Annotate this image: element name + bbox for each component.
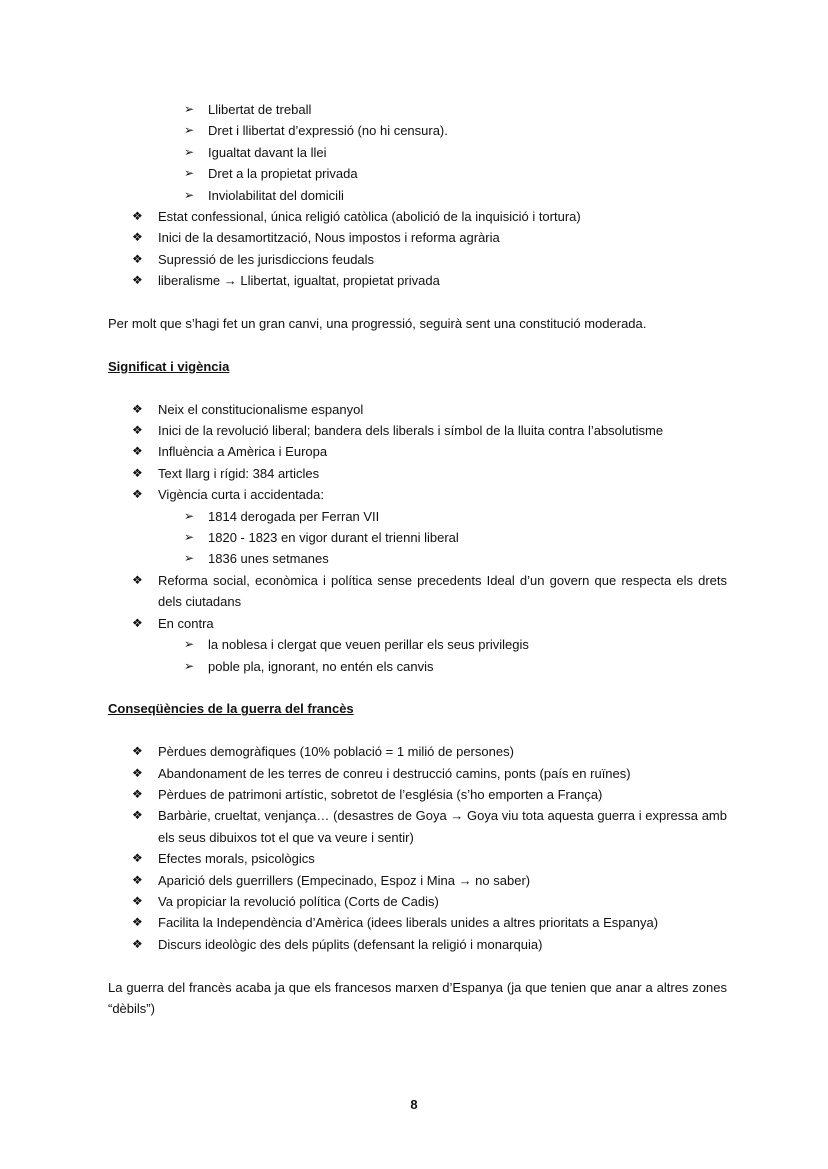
list-item: ❖ Vigència curta i accidentada: (108, 484, 727, 505)
list-subitem: ➢ poble pla, ignorant, no entén els canvis (108, 656, 727, 677)
diamond-bullet-icon: ❖ (132, 572, 143, 587)
paragraph: Per molt que s’hagi fet un gran canvi, una progressió, seguirà sent una constitució moderada. (108, 316, 647, 332)
list-item: ❖ liberalisme → Llibertat, igualtat, propietat privada (108, 270, 727, 291)
diamond-bullet-icon: ❖ (132, 465, 143, 480)
diamond-bullet-icon: ❖ (132, 936, 143, 951)
arrow-bullet-icon: ➢ (184, 144, 195, 159)
document-page (108, 99, 727, 1019)
section-heading: Significat i vigència (108, 358, 230, 374)
diamond-bullet-icon: ❖ (132, 893, 143, 908)
diamond-bullet-icon: ❖ (132, 251, 143, 266)
arrow-bullet-icon: ➢ (184, 166, 195, 181)
list-subitem: ➢ Dret i llibertat d’expressió (no hi censura). (108, 120, 727, 141)
list-subitem: ➢ Llibertat de treball (108, 99, 727, 120)
list-item: ❖ Efectes morals, psicològics (108, 848, 727, 869)
arrow-bullet-icon: ➢ (184, 658, 195, 673)
arrow-bullet-icon: ➢ (184, 187, 195, 202)
diamond-bullet-icon: ❖ (132, 423, 143, 438)
list-subitem: ➢ Igualtat davant la llei (108, 142, 727, 163)
list-item: ❖ Text llarg i rígid: 384 articles (108, 463, 727, 484)
list-item: ❖ Reforma social, econòmica i política sense precedents Ideal d’un govern que respecta els drets dels ciutadans (108, 570, 727, 613)
list-item: ❖ En contra (108, 613, 727, 634)
list-subitem: ➢ Inviolabilitat del domicili (108, 185, 727, 206)
diamond-bullet-icon: ❖ (132, 915, 143, 930)
list-item: ❖ Pèrdues demogràfiques (10% població = 1 milió de persones) (108, 741, 727, 762)
diamond-bullet-icon: ❖ (132, 765, 143, 780)
diamond-bullet-icon: ❖ (132, 872, 143, 887)
arrow-bullet-icon: ➢ (184, 508, 195, 523)
list-item: ❖ Abandonament de les terres de conreu i destrucció camins, ponts (país en ruïnes) (108, 763, 727, 784)
list-subitem: ➢ 1814 derogada per Ferran VII (108, 506, 727, 527)
arrow-bullet-icon: ➢ (184, 551, 195, 566)
diamond-bullet-icon: ❖ (132, 615, 143, 630)
diamond-bullet-icon: ❖ (132, 444, 143, 459)
list-item: ❖ Pèrdues de patrimoni artístic, sobretot de l’església (s’ho emporten a França) (108, 784, 727, 805)
list-item: ❖ Facilita la Independència d’Amèrica (idees liberals unides a altres prioritats a Espanya) (108, 912, 727, 933)
diamond-bullet-icon: ❖ (132, 786, 143, 801)
diamond-bullet-icon: ❖ (132, 851, 143, 866)
diamond-bullet-icon: ❖ (132, 808, 143, 823)
arrow-bullet-icon: ➢ (184, 530, 195, 545)
list-subitem: ➢ Dret a la propietat privada (108, 163, 727, 184)
list-item: ❖ Influència a Amèrica i Europa (108, 441, 727, 462)
arrow-bullet-icon: ➢ (184, 123, 195, 138)
list-subitem: ➢ la noblesa i clergat que veuen perillar els seus privilegis (108, 634, 727, 655)
list-item: ❖ Aparició dels guerrillers (Empecinado, Espoz i Mina → no saber) (108, 870, 727, 891)
arrow-bullet-icon: ➢ (184, 637, 195, 652)
section-heading: Conseqüències de la guerra del francès (108, 701, 354, 717)
list-item: ❖ Neix el constitucionalisme espanyol (108, 399, 727, 420)
diamond-bullet-icon: ❖ (132, 744, 143, 759)
page-number: 8 (410, 1097, 418, 1112)
list-subitem: ➢ 1836 unes setmanes (108, 548, 727, 569)
list-item: ❖ Barbàrie, crueltat, venjança… (desastres de Goya → Goya viu tota aquesta guerra i expressa amb els seus dibuixos tot el que va veure i sentir) (108, 805, 727, 848)
list-item: ❖ Discurs ideològic des dels púplits (defensant la religió i monarquia) (108, 934, 727, 955)
paragraph: La guerra del francès acaba ja que els francesos marxen d’Espanya (ja que tenien que anar a altres zones “dèbils”) (108, 979, 727, 1016)
diamond-bullet-icon: ❖ (132, 230, 143, 245)
diamond-bullet-icon: ❖ (132, 487, 143, 502)
arrow-bullet-icon: ➢ (184, 102, 195, 116)
list-item: ❖ Supressió de les jurisdiccions feudals (108, 249, 727, 270)
diamond-bullet-icon: ❖ (132, 401, 143, 416)
list-subitem: ➢ 1820 - 1823 en vigor durant el trienni liberal (108, 527, 727, 548)
diamond-bullet-icon: ❖ (132, 273, 143, 288)
diamond-bullet-icon: ❖ (132, 209, 143, 224)
list-item: ❖ Inici de la revolució liberal; bandera dels liberals i símbol de la lluita contra l’absolutisme (108, 420, 727, 441)
list-item: ❖ Inici de la desamortització, Nous impostos i reforma agrària (108, 227, 727, 248)
list-item: ❖ Estat confessional, única religió catòlica (abolició de la inquisició i tortura) (108, 206, 727, 227)
list-item: ❖ Va propiciar la revolució política (Corts de Cadis) (108, 891, 727, 912)
